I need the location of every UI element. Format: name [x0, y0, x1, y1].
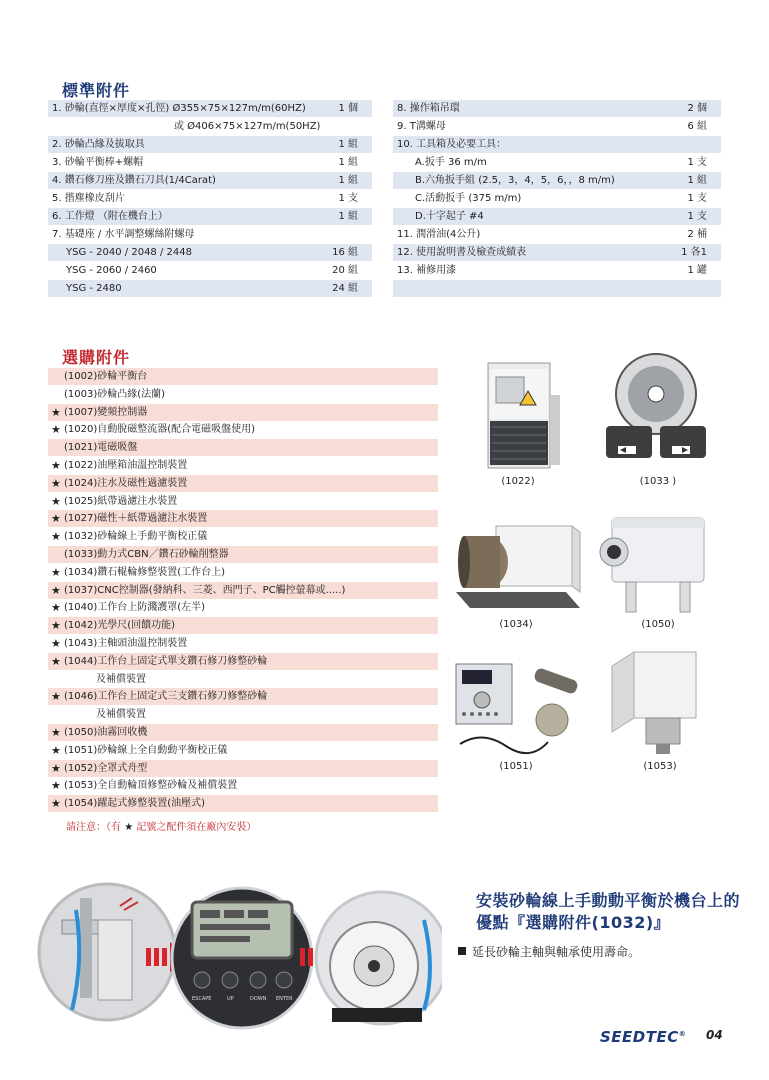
- install-note: [66, 818, 256, 833]
- star-icon: ★: [51, 512, 61, 526]
- caption-1050: (1050): [641, 619, 675, 630]
- optional-item-row: [48, 404, 438, 421]
- right-row: [393, 100, 721, 117]
- star-icon: ★: [51, 654, 61, 668]
- right-item-text: 13. 補修用漆: [397, 265, 457, 276]
- left-item-text: 或 Ø406×75×127m/m(50HZ): [174, 121, 321, 132]
- standard-left-column: [48, 100, 372, 298]
- right-row: [393, 172, 721, 189]
- left-row: [48, 100, 372, 117]
- left-row: [48, 172, 372, 189]
- star-icon: ★: [51, 459, 61, 472]
- photo-1053-wheel-dresser: [606, 648, 710, 758]
- optional-item-text: (1022)油壓箱油溫控制裝置: [64, 460, 188, 471]
- right-item-text: 11. 潤滑油(4公升): [397, 229, 481, 240]
- optional-item-row: [48, 421, 438, 438]
- right-row: [393, 262, 721, 279]
- caption-1051: (1051): [499, 761, 533, 772]
- optional-item-row: [48, 528, 438, 545]
- star-icon: ★: [51, 761, 61, 775]
- optional-item-row: [48, 475, 438, 492]
- left-item-qty: 16 組: [332, 247, 358, 258]
- right-item-qty: 6 組: [687, 121, 707, 132]
- optional-item-row: [48, 635, 438, 652]
- right-item-text: D.十字起子 #4: [415, 211, 484, 222]
- star-icon: ★: [51, 530, 61, 544]
- balancer-installation-illustration: [32, 880, 442, 1040]
- optional-item-row: [48, 760, 438, 777]
- caption-1053: (1053): [643, 761, 677, 772]
- optional-item-text: (1051)砂輪線上全自動動平衡校正儀: [64, 744, 228, 756]
- right-row: [393, 190, 721, 207]
- photo-1050-mist-collector: [596, 512, 714, 618]
- star-icon: ★: [51, 619, 61, 633]
- optional-item-row: [48, 582, 438, 599]
- optional-item-row: [48, 688, 438, 705]
- left-row: [48, 136, 372, 153]
- star-icon: ★: [51, 690, 61, 704]
- registered-mark: ®: [678, 1030, 687, 1038]
- right-item-qty: 1 支: [687, 157, 707, 168]
- left-item-text: YSG - 2060 / 2460: [66, 265, 157, 276]
- note-star: ★: [124, 822, 134, 833]
- right-item-text: 10. 工具箱及必要工具：: [397, 139, 507, 150]
- optional-item-row: [48, 671, 438, 688]
- optional-item-row: [48, 724, 438, 741]
- star-icon: ★: [51, 779, 61, 793]
- left-item-qty: 1 組: [338, 211, 358, 222]
- caption-1033: (1033 ): [639, 476, 677, 487]
- left-row: [48, 244, 372, 261]
- left-item-text: 2. 砂輪凸緣及拔取具: [52, 139, 145, 150]
- optional-item-text: (1037)CNC控制器(發納科、三菱、西門子、PC觸控螢幕或.....): [64, 584, 346, 596]
- left-item-qty: 24 組: [332, 283, 358, 294]
- optional-item-text: (1020)自動脫磁整流器(配合電磁吸盤使用): [64, 424, 256, 436]
- advantage-item-text: 延長砂輪主軸與軸承使用壽命。: [472, 945, 641, 959]
- optional-item-row: [48, 617, 438, 634]
- left-row: [48, 154, 372, 171]
- optional-item-row: [48, 457, 438, 474]
- left-item-qty: 1 組: [338, 139, 358, 150]
- optional-item-text: (1050)油霧回收機: [64, 727, 148, 738]
- optional-item-text: (1053)全自動輪頂修整砂輪及補償裝置: [64, 780, 238, 792]
- note-text-a: 請注意：（有: [66, 822, 121, 833]
- optional-item-text: (1034)鑽石輥輪修整裝置(工作台上): [64, 566, 226, 578]
- photo-1033-cbn-dresser: [604, 352, 708, 470]
- right-item-text: A.扳手 36 m/m: [415, 157, 487, 168]
- left-row: [48, 280, 372, 297]
- right-row: [393, 280, 721, 297]
- logo-text: SEEDTEC: [600, 1028, 679, 1046]
- bullet-square-icon: [458, 947, 466, 955]
- star-icon: ★: [51, 743, 61, 757]
- optional-item-text: (1002)砂輪平衡台: [64, 371, 148, 382]
- right-row: [393, 226, 721, 243]
- optional-item-row: [48, 777, 438, 794]
- star-icon: ★: [51, 423, 61, 437]
- standard-right-column: [393, 100, 721, 298]
- right-item-text: 8. 操作箱吊環: [397, 103, 460, 114]
- star-icon: ★: [51, 583, 61, 597]
- left-item-text: YSG - 2480: [66, 283, 122, 294]
- keypad-label-down: DOWN: [250, 996, 267, 1002]
- left-item-qty: 1 組: [338, 175, 358, 186]
- caption-1034: (1034): [499, 619, 533, 630]
- right-item-text: 12. 使用說明書及檢查成績表: [397, 247, 527, 258]
- keypad-label-enter: ENTER: [276, 996, 293, 1002]
- optional-accessories-title: 選購附件: [62, 348, 131, 367]
- left-item-text: 4. 鑽石修刀座及鑽石刀具(1/4Carat): [52, 175, 216, 186]
- star-icon: ★: [51, 405, 61, 419]
- optional-item-text: (1007)變頻控制器: [64, 406, 148, 418]
- right-item-text: C.活動扳手 (375 m/m): [415, 193, 522, 204]
- optional-item-text: (1032)砂輪線上手動平衡校正儀: [64, 531, 208, 543]
- left-row: [48, 226, 372, 243]
- right-item-qty: 2 桶: [687, 229, 707, 240]
- star-icon: ★: [51, 494, 61, 508]
- star-icon: ★: [51, 565, 61, 579]
- optional-item-row: [48, 564, 438, 581]
- seedtec-logo: [600, 1028, 686, 1046]
- page-number: 04: [706, 1028, 723, 1042]
- optional-item-row: [48, 599, 438, 616]
- optional-item-text: (1024)注水及磁性過濾裝置: [64, 477, 188, 489]
- optional-item-text: (1044)工作台上固定式單支鑽石修刀修整砂輪: [64, 655, 268, 667]
- photo-1022-oil-cooler: [478, 355, 574, 473]
- right-row: [393, 244, 721, 261]
- keypad-label-escape: ESCAPE: [192, 996, 212, 1002]
- photo-1051-auto-balancer: [452, 660, 590, 760]
- star-icon: ★: [51, 476, 61, 490]
- photo-1034-diamond-roller: [456, 522, 586, 614]
- optional-item-text: (1046)工作台上固定式三支鑽石修刀修整砂輪: [64, 691, 268, 703]
- right-item-text: 9. T溝螺母: [397, 121, 446, 132]
- right-row: [393, 154, 721, 171]
- left-row: [48, 262, 372, 279]
- left-row: [48, 190, 372, 207]
- right-item-qty: 1 支: [687, 211, 707, 222]
- left-item-text: YSG - 2040 / 2048 / 2448: [66, 247, 192, 258]
- right-item-text: B.六角扳手組 (2.5，3，4，5，6，，8 m/m): [415, 175, 615, 186]
- optional-item-row: [48, 493, 438, 510]
- optional-item-text: (1052)全罩式舟型: [64, 762, 148, 774]
- optional-item-text: (1027)磁性＋紙帶過濾注水裝置: [64, 513, 208, 525]
- star-icon: ★: [51, 601, 61, 615]
- left-item-qty: 1 組: [338, 157, 358, 168]
- optional-item-text: (1043)主軸頭油溫控制裝置: [64, 638, 188, 649]
- right-row: [393, 208, 721, 225]
- caption-1022: (1022): [501, 476, 535, 487]
- right-row: [393, 136, 721, 153]
- optional-item-row: [48, 546, 438, 563]
- optional-item-text: (1054)躍起式修整裝置(油壓式): [64, 798, 206, 810]
- star-icon: ★: [51, 637, 61, 650]
- left-row: [48, 208, 372, 225]
- right-item-qty: 2 個: [687, 103, 707, 114]
- optional-item-text: (1033)動力式CBN／鑽石砂輪削整器: [64, 549, 229, 560]
- optional-item-row: [48, 510, 438, 527]
- right-row: [393, 118, 721, 135]
- right-item-qty: 1 各1: [681, 247, 707, 258]
- optional-item-text: (1040)工作台上防濺護罩(左半): [64, 602, 206, 614]
- right-item-qty: 1 罐: [687, 265, 707, 276]
- optional-item-text: 及補償裝置: [96, 709, 146, 721]
- optional-item-text: (1025)紙帶過濾注水裝置: [64, 495, 178, 507]
- optional-item-text: (1042)光學尺(回饋功能): [64, 620, 176, 632]
- optional-item-row: [48, 706, 438, 723]
- left-item-qty: 20 組: [332, 265, 358, 276]
- left-item-text: 7. 基礎座 / 水平調整螺絲附螺母: [52, 229, 195, 240]
- optional-item-row: [48, 795, 438, 812]
- left-item-text: 3. 砂輪平衡棒+螺帽: [52, 157, 144, 168]
- advantage-title: 安裝砂輪線上手動動平衡於機台上的優點『選購附件(1032)』: [476, 891, 741, 932]
- right-item-qty: 1 支: [687, 193, 707, 204]
- left-item-text: 6. 工作燈 （附在機台上）: [52, 211, 168, 222]
- star-icon: ★: [51, 726, 61, 739]
- left-row: [48, 118, 372, 135]
- left-item-qty: 1 個: [338, 103, 358, 114]
- advantage-item: [458, 943, 640, 960]
- right-item-qty: 1 組: [687, 175, 707, 186]
- note-text-b: 記號之配件須在廠內安裝）: [136, 822, 257, 833]
- optional-item-row: [48, 653, 438, 670]
- optional-item-text: (1021)電磁吸盤: [64, 442, 138, 454]
- left-item-text: 5. 揩塵橡皮刮片: [52, 193, 125, 204]
- optional-item-row: [48, 368, 438, 385]
- optional-item-row: [48, 386, 438, 403]
- standard-accessories-title: 標準附件: [62, 81, 131, 100]
- left-item-text: 1. 砂輪(直徑×厚度×孔徑) Ø355×75×127m/m(60HZ): [52, 103, 306, 114]
- left-item-qty: 1 支: [338, 193, 358, 204]
- star-icon: ★: [51, 797, 61, 811]
- optional-item-text: 及補償裝置: [96, 673, 146, 685]
- optional-item-row: [48, 439, 438, 456]
- keypad-label-up: UP: [227, 996, 234, 1002]
- optional-item-row: [48, 742, 438, 759]
- optional-item-text: (1003)砂輪凸緣(法蘭): [64, 388, 166, 400]
